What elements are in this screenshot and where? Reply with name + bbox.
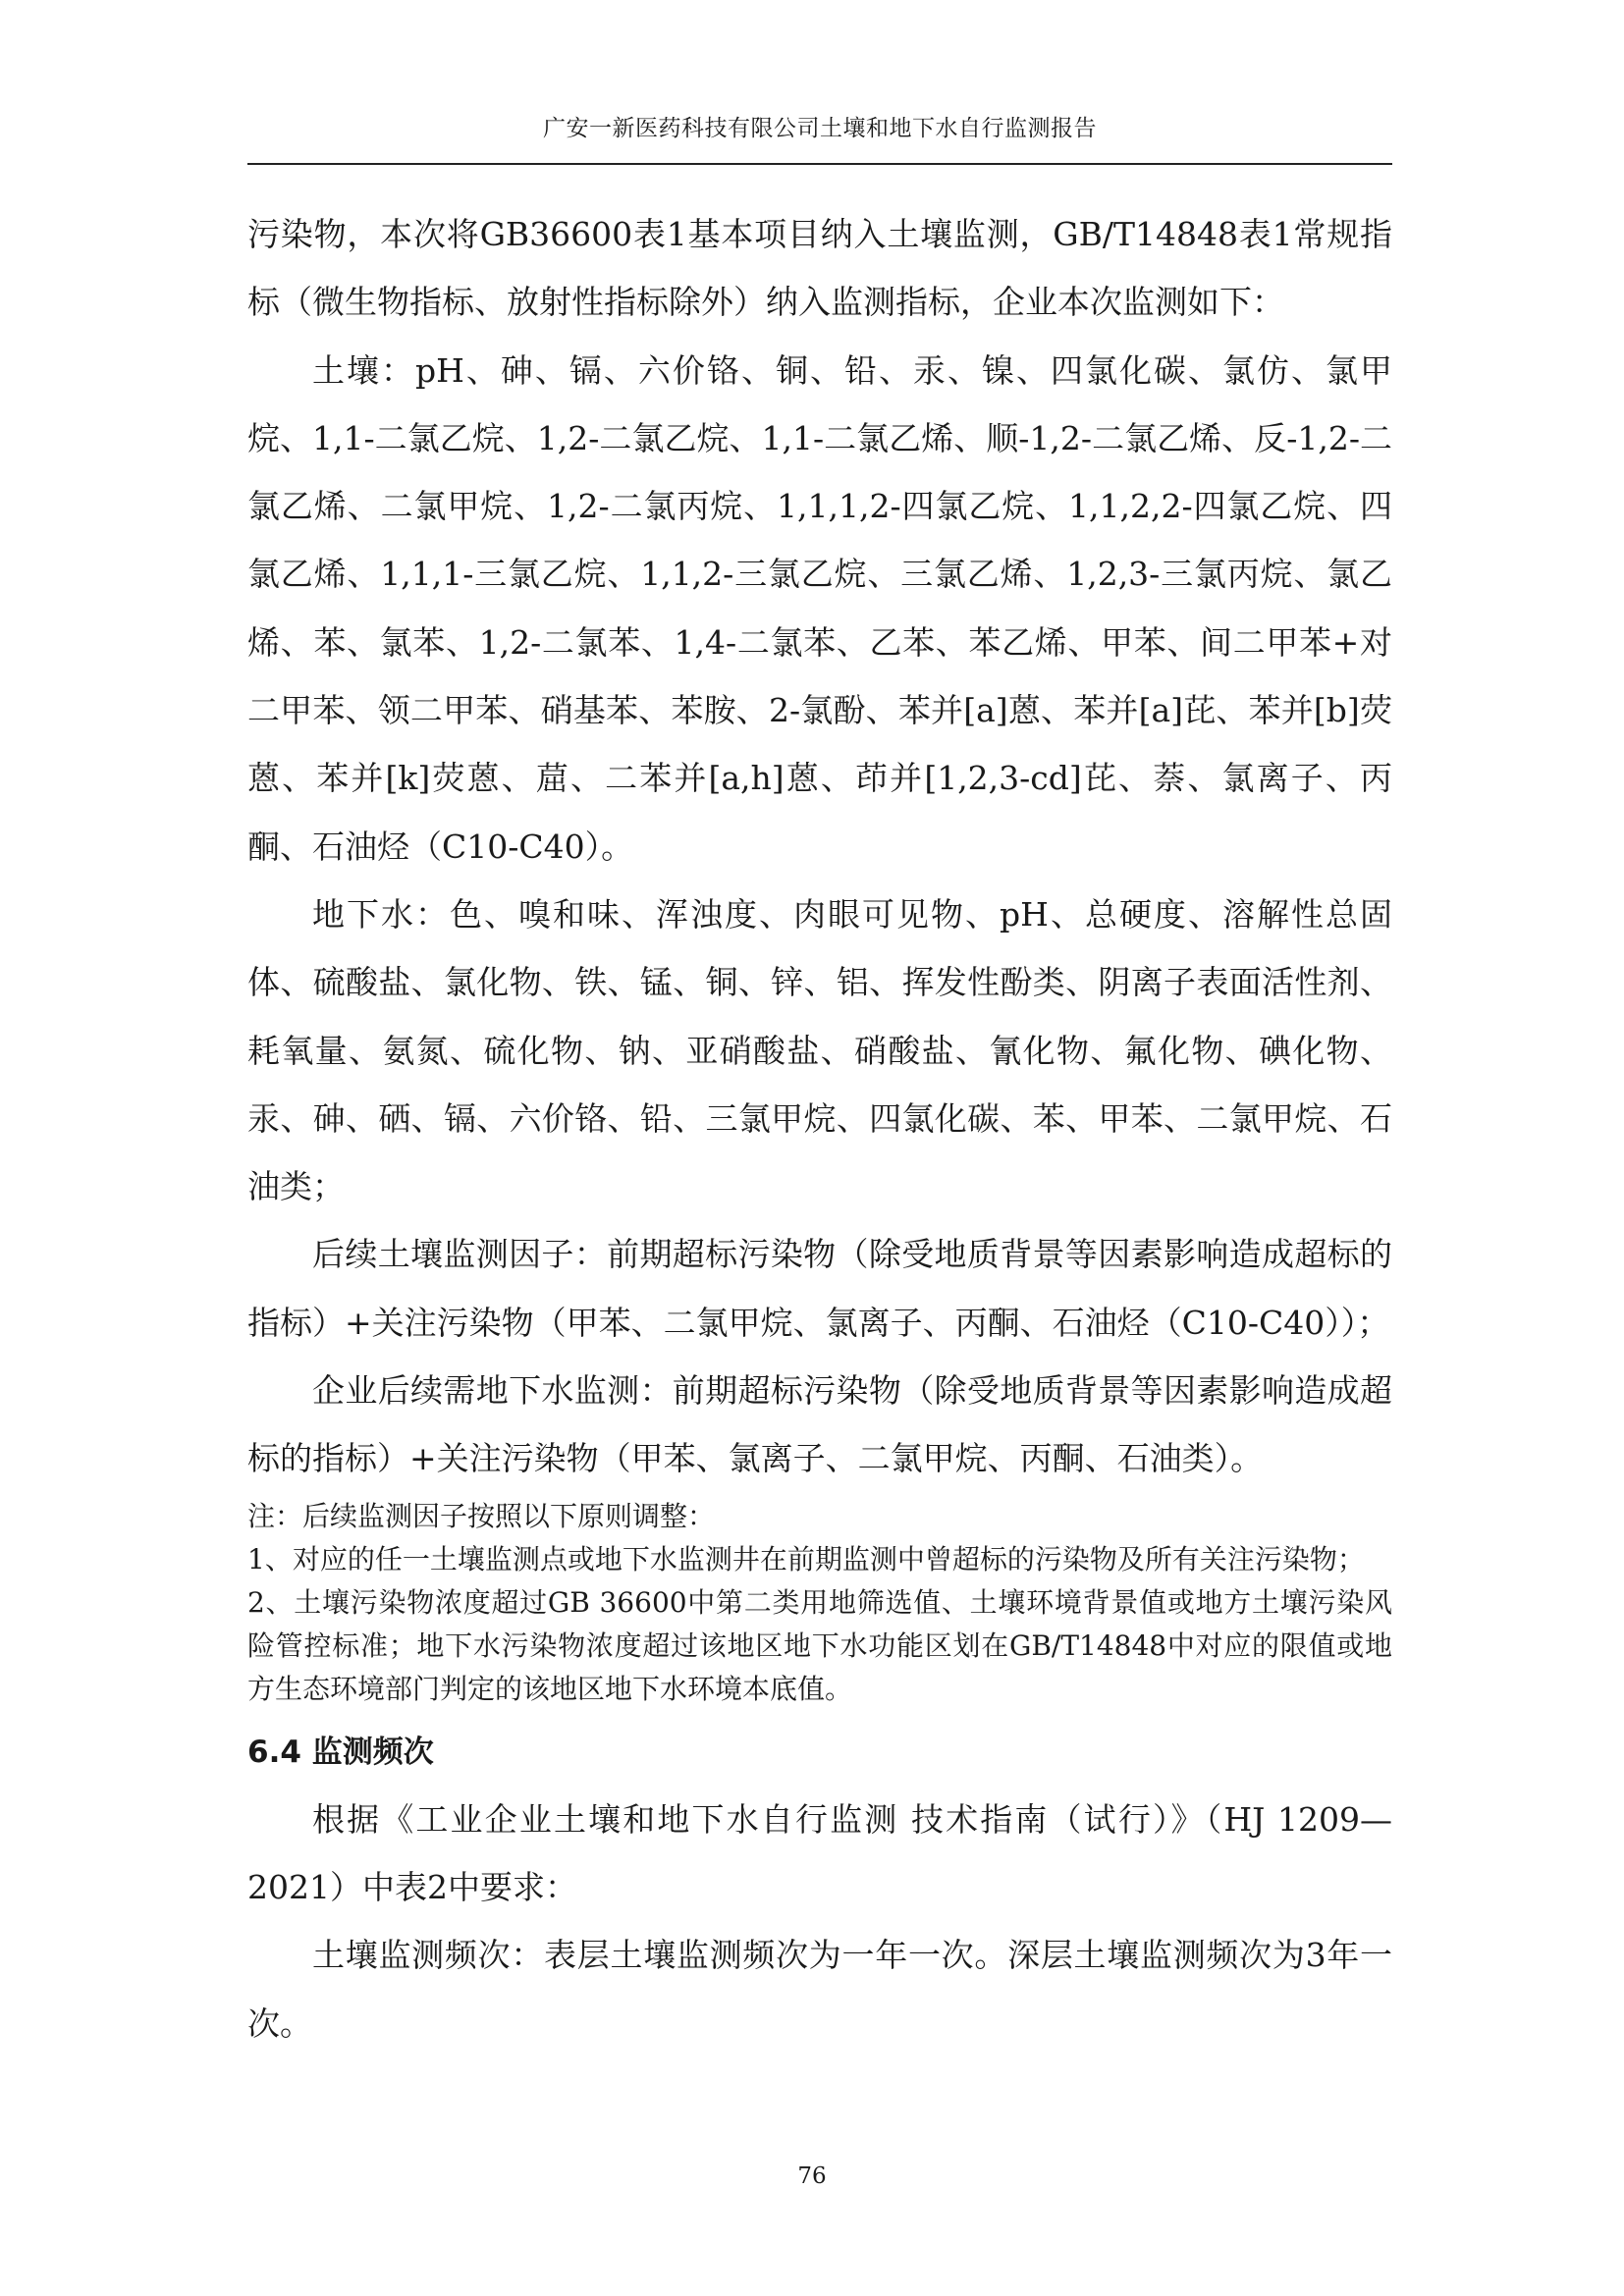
soil-indicators-paragraph: 土壤：pH、砷、镉、六价铬、铜、铅、汞、镍、四氯化碳、氯仿、氯甲烷、1,1-二氯乙烷、1,2-二氯乙烷、1,1-二氯乙烯、顺-1,2-二氯乙烯、反-1,2-二氯乙烯、二氯甲烷、1,2-二氯丙烷、1,1,1,2-四氯乙烷、1,1,2,2-四氯乙烷、四氯乙烯、1,1,1-三氯乙烷、1,1,2-三氯乙烷、三氯乙烯、1,2,3-三氯丙烷、氯乙烯、苯、氯苯、1,2-二氯苯、1,4-二氯苯、乙苯、苯乙烯、甲苯、间二甲苯+对二甲苯、领二甲苯、硝基苯、苯胺、2-氯酚、苯并[a]蒽、苯并[a]芘、苯并[b]荧蒽、苯并[k]荧蒽、䓛、二苯并[a,h]蒽、茚并[1,2,3-cd]芘、萘、氯离子、丙酮、石油烃（C10-C40）。 — [247, 350, 1392, 866]
page-header: 广安一新医药科技有限公司土壤和地下水自行监测报告 — [543, 116, 1097, 141]
note-title: 注：后续监测因子按照以下原则调整： — [247, 1499, 716, 1532]
page-body — [247, 200, 1392, 2057]
note-item-1: 1、对应的任一土壤监测点或地下水监测井在前期监测中曾超标的污染物及所有关注污染物； — [247, 1542, 1365, 1575]
note-item-2: 2、土壤污染物浓度超过GB 36600中第二类用地筛选值、土壤环境背景值或地方土壤污染风险管控标准；地下水污染物浓度超过该地区地下水功能区划在GB/T14848中对应的限值或地方生态环境部门判定的该地区地下水环境本底值。 — [247, 1585, 1392, 1705]
frequency-intro-paragraph: 根据《工业企业土壤和地下水自行监测 技术指南（试行）》（HJ 1209—2021）中表2中要求： — [247, 1799, 1392, 1906]
note-block — [247, 1495, 1392, 1711]
soil-frequency-paragraph: 土壤监测频次：表层土壤监测频次为一年一次。深层土壤监测频次为3年一次。 — [247, 1936, 1392, 2043]
groundwater-followup-paragraph: 企业后续需地下水监测：前期超标污染物（除受地质背景等因素影响造成超标的指标）+关注污染物（甲苯、氯离子、二氯甲烷、丙酮、石油类）。 — [247, 1371, 1392, 1478]
intro-paragraph: 污染物，本次将GB36600表1基本项目纳入土壤监测，GB/T14848表1常规指标（微生物指标、放射性指标除外）纳入监测指标，企业本次监测如下： — [247, 215, 1392, 322]
page-number: 76 — [797, 2163, 827, 2189]
section-heading: 6.4 监测频次 — [247, 1734, 434, 1770]
groundwater-indicators-paragraph: 地下水：色、嗅和味、浑浊度、肉眼可见物、pH、总硬度、溶解性总固体、硫酸盐、氯化物、铁、锰、铜、锌、铝、挥发性酚类、阴离子表面活性剂、耗氧量、氨氮、硫化物、钠、亚硝酸盐、硝酸盐、氰化物、氟化物、碘化物、汞、砷、硒、镉、六价铬、铅、三氯甲烷、四氯化碳、苯、甲苯、二氯甲烷、石油类； — [247, 894, 1392, 1206]
soil-followup-paragraph: 后续土壤监测因子：前期超标污染物（除受地质背景等因素影响造成超标的指标）+关注污染物（甲苯、二氯甲烷、氯离子、丙酮、石油烃（C10-C40））； — [247, 1235, 1392, 1342]
header-divider — [247, 163, 1392, 165]
